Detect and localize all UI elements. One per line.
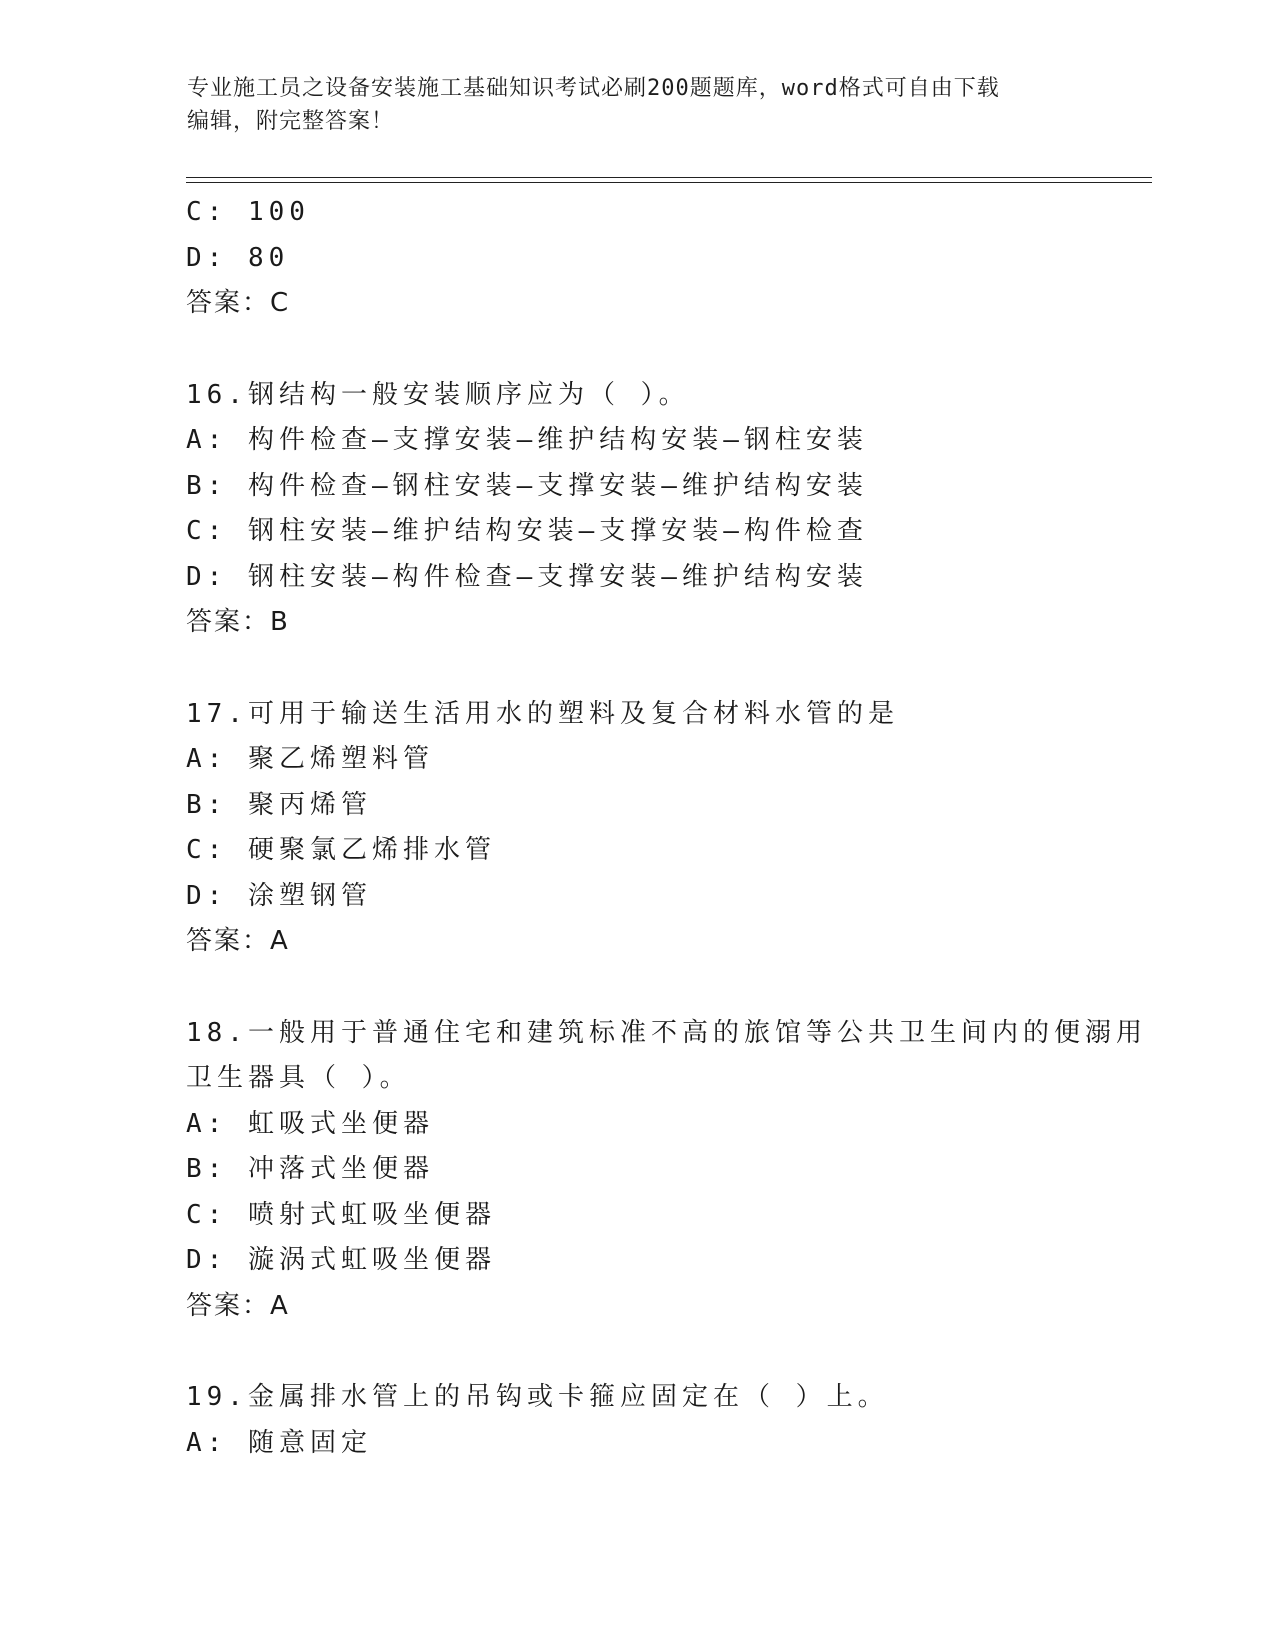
question-stem-line2: 卫生器具（ ）。 [186,1063,411,1093]
spacer [186,965,1086,1011]
header-divider-thick [186,177,1152,178]
question-block-15 [186,190,1086,327]
option-a: A: 随意固定 [186,1427,372,1458]
option-d: D: 漩涡式虹吸坐便器 [186,1245,496,1275]
question-stem: 17.可用于输送生活用水的塑料及复合材料水管的是 [186,698,899,729]
spacer [186,1329,1086,1375]
option-c: C: 硬聚氯乙烯排水管 [186,835,496,865]
question-block-16 [186,373,1086,646]
option-c: C: 喷射式虹吸坐便器 [186,1199,496,1230]
answer-line: 答案：C [186,288,291,318]
option-c: C: 钢柱安装—维护结构安装—支撑安装—构件检查 [186,516,868,546]
spacer [186,646,1086,692]
question-stem-line1: 18.一般用于普通住宅和建筑标准不高的旅馆等公共卫生间内的便溺用 [186,1017,1147,1048]
header-title-line1: 专业施工员之设备安装施工基础知识考试必刷200题题库，word格式可自由下载 [187,76,1000,101]
page-header [187,72,1067,138]
option-d: D: 钢柱安装—构件检查—支撑安装—维护结构安装 [186,561,868,592]
option-b: B: 冲落式坐便器 [186,1154,434,1184]
question-list [186,190,1147,1466]
spacer [186,327,1086,373]
option-a: A: 虹吸式坐便器 [186,1108,434,1139]
option-a: A: 聚乙烯塑料管 [186,744,434,774]
option-c: C: 100 [186,197,310,227]
answer-line: 答案：A [186,926,290,956]
question-block-19 [186,1375,1086,1466]
answer-line: 答案：A [186,1290,290,1321]
option-d: D: 80 [186,242,290,273]
question-stem: 19.金属排水管上的吊钩或卡箍应固定在（ ）上。 [186,1382,889,1412]
header-divider-thin [186,182,1152,183]
option-d: D: 涂塑钢管 [186,880,372,911]
answer-line: 答案：B [186,607,290,637]
header-title-line2: 编辑，附完整答案！ [187,109,395,134]
option-a: A: 构件检查—支撑安装—维护结构安装—钢柱安装 [186,425,868,455]
question-block-18 [186,1011,1147,1330]
question-block-17 [186,692,1086,965]
option-b: B: 聚丙烯管 [186,789,372,820]
question-stem: 16.钢结构一般安装顺序应为（ ）。 [186,379,690,410]
option-b: B: 构件检查—钢柱安装—支撑安装—维护结构安装 [186,470,868,501]
